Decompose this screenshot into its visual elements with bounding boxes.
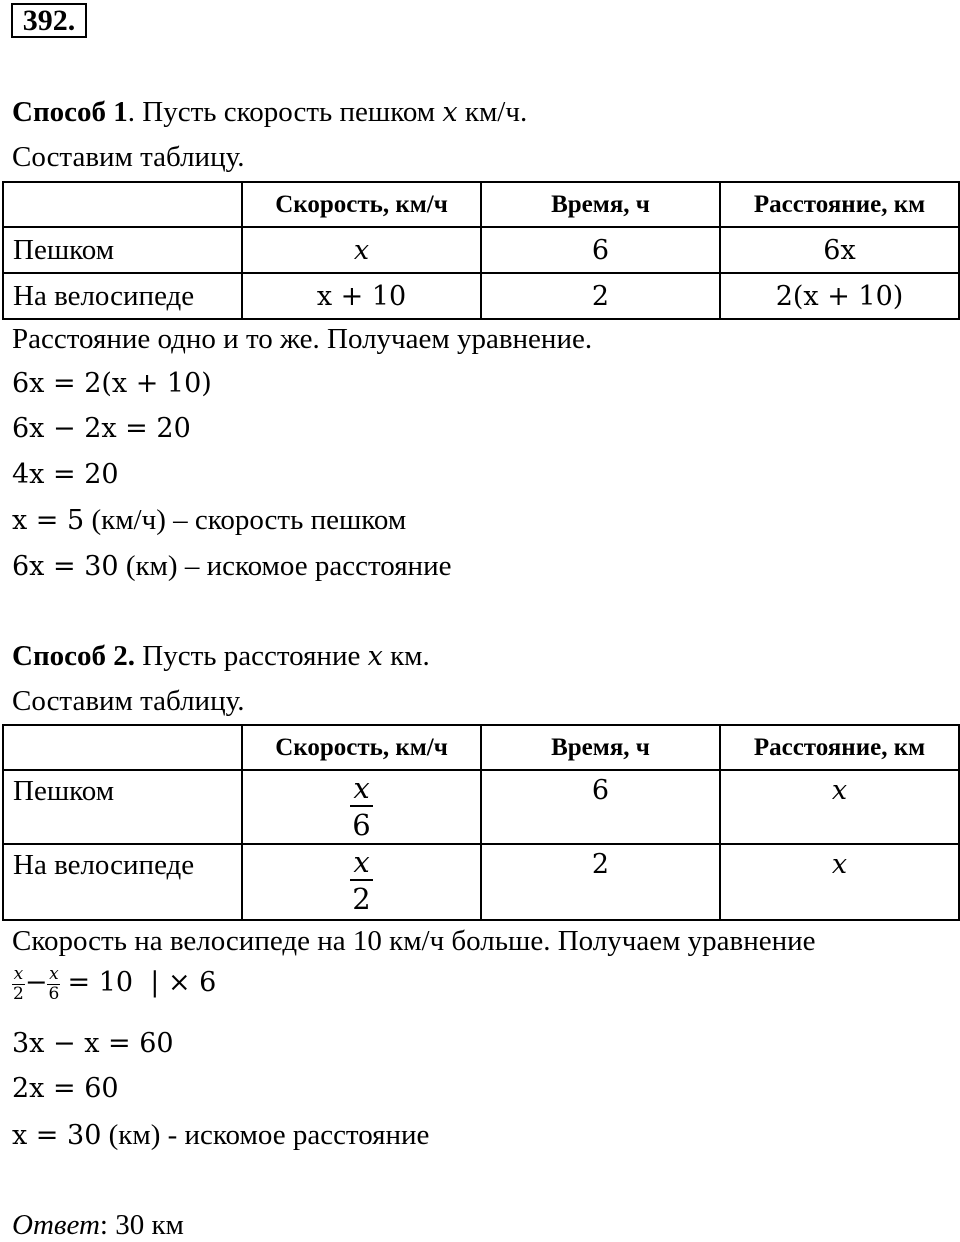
speed-cell xyxy=(242,770,481,844)
header-cell-distance: Расстояние, км xyxy=(720,182,959,227)
distance-cell: x xyxy=(720,844,959,920)
step-text: (км) - искомое расстояние xyxy=(101,1119,430,1151)
small-fraction xyxy=(12,965,25,1004)
time-cell: 2 xyxy=(481,844,720,920)
method2-note: Скорость на велосипеде на 10 км/ч больше. Получаем уравнение xyxy=(12,925,816,957)
speed-cell xyxy=(242,844,481,920)
table-row xyxy=(3,770,959,844)
equation-step: 4x = 20 xyxy=(12,459,119,490)
method2-table xyxy=(2,724,960,921)
equation-step: 2x = 60 xyxy=(12,1073,119,1104)
method2-variable: x xyxy=(367,641,383,672)
table-row xyxy=(3,227,959,273)
answer-value: : 30 км xyxy=(99,1209,184,1241)
speed-cell: x + 10 xyxy=(242,273,481,319)
fraction-denominator: 2 xyxy=(352,882,371,916)
time-cell: 6 xyxy=(481,770,720,844)
row-label: Пешком xyxy=(3,227,242,273)
step-math: x = 30 xyxy=(12,1120,102,1151)
method2-intro-text: Пусть расстояние xyxy=(135,640,368,672)
header-cell-speed: Скорость, км/ч xyxy=(242,725,481,770)
speed-fraction xyxy=(350,771,372,843)
header-cell-speed: Скорость, км/ч xyxy=(242,182,481,227)
distance-cell: x xyxy=(720,770,959,844)
method2-table-intro: Составим таблицу. xyxy=(12,685,245,717)
speed-fraction xyxy=(350,845,372,917)
method1-note: Расстояние одно и то же. Получаем уравнение. xyxy=(12,323,593,355)
equation-step xyxy=(12,503,406,538)
fraction-numerator: x xyxy=(350,771,372,807)
fraction-denominator: 6 xyxy=(48,984,60,1004)
fraction-numerator: x xyxy=(49,964,59,984)
minus-sign: − xyxy=(24,967,48,999)
speed-cell: x xyxy=(242,227,481,273)
method1-variable: x xyxy=(442,97,458,128)
fraction-equation xyxy=(12,965,216,1004)
equation-step: 6x = 2(x + 10) xyxy=(12,368,212,399)
step-math: x = 5 xyxy=(12,505,85,536)
header-cell-empty xyxy=(3,182,242,227)
method1-intro xyxy=(12,95,527,130)
method1-intro-text: . Пусть скорость пешком xyxy=(127,96,443,128)
small-fraction xyxy=(47,965,60,1004)
method1-unit: км/ч. xyxy=(457,96,528,128)
step-text: (км/ч) – скорость пешком xyxy=(84,504,407,536)
problem-number: 392. xyxy=(11,3,87,38)
time-cell: 6 xyxy=(481,227,720,273)
equation-step xyxy=(12,549,451,584)
method2-label: Способ 2. xyxy=(12,640,136,672)
table-row xyxy=(3,844,959,920)
table-header-row xyxy=(3,725,959,770)
fraction-numerator: x xyxy=(350,845,372,881)
fraction-denominator: 2 xyxy=(13,984,24,1004)
answer xyxy=(12,1208,184,1242)
equation-step: 3x − x = 60 xyxy=(12,1028,174,1059)
distance-cell: 2(x + 10) xyxy=(720,273,959,319)
row-label: На велосипеде xyxy=(3,273,242,319)
table-header-row xyxy=(3,182,959,227)
equation-step xyxy=(12,1118,429,1153)
fraction-denominator: 6 xyxy=(352,808,371,842)
method1-table xyxy=(2,181,960,320)
header-cell-time: Время, ч xyxy=(481,182,720,227)
fraction-numerator: x xyxy=(13,964,24,984)
header-cell-time: Время, ч xyxy=(481,725,720,770)
header-cell-empty xyxy=(3,725,242,770)
row-label: Пешком xyxy=(3,770,242,844)
method2-intro xyxy=(12,639,430,674)
method2-unit: км. xyxy=(382,640,430,672)
step-math: 6x = 30 xyxy=(12,551,119,582)
method1-label: Способ 1 xyxy=(12,96,128,128)
time-cell: 2 xyxy=(481,273,720,319)
equation-step: 6x − 2x = 20 xyxy=(12,413,191,444)
answer-label: Ответ xyxy=(12,1209,100,1241)
step-text: (км) – искомое расстояние xyxy=(118,550,452,582)
distance-cell: 6x xyxy=(720,227,959,273)
header-cell-distance: Расстояние, км xyxy=(720,725,959,770)
table-row xyxy=(3,273,959,319)
equation-rest: = 10 | × 6 xyxy=(67,967,217,999)
row-label: На велосипеде xyxy=(3,844,242,920)
method1-table-intro: Составим таблицу. xyxy=(12,141,245,173)
